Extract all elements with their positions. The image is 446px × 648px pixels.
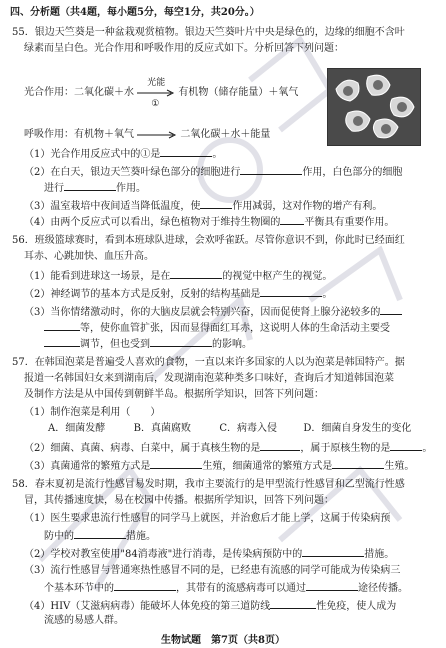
q55-sub-2 [24,164,446,179]
q58-s1b-text: 防中的 [44,531,74,542]
q56-sub-3-cont [44,320,446,335]
q58-s2b-text: 措施。 [364,549,395,560]
q55-s2c-text: 进行 [44,183,64,194]
q55-sub-1: （1）光合作用反应式中的①是 。 [24,146,446,161]
q56-intro-1: 56．班级篮球赛时，看到本班球队进球，会欢呼雀跃。尽管你意识不到，你此时已经面红 [12,235,405,246]
q55-sub-4 [24,214,446,229]
q57-s3c-text: 生殖。 [384,461,415,472]
answer-blank[interactable] [332,458,384,469]
answer-blank[interactable] [150,458,202,469]
answer-blank[interactable] [380,304,402,315]
q55-s2d-text: 作用。 [116,183,146,194]
q58-s3d-text: 途径传播。 [358,583,408,594]
q55-s1-text: （1）光合作用反应式中的①是 [24,149,161,160]
q58-s1c-text: 措施。 [126,531,156,542]
q56-sub-2 [24,286,446,301]
answer-blank[interactable] [306,580,358,591]
photosynthesis-eq-left: 光合作用：二氧化碳＋水 [24,87,134,98]
q58-sub-1: （1）医生要求患流行性感冒的同学马上就医，并治愈后才能上学，这属于传染病预 [24,513,391,524]
q56-s3d-text: 的影响。 [212,339,252,350]
q58-s3c-text: ，其带有的流感病毒可以通过 [176,583,306,594]
respiration-equation [24,128,446,141]
respiration-eq-right: 二氧化碳＋水＋能量 [180,129,271,140]
q56-s2b-text: 。 [322,289,333,300]
arrow-top-label: 光能 [147,77,166,88]
answer-blank[interactable] [150,336,212,347]
q55-intro-1: 55．银边天竺葵是一种盆栽观赏植物。银边天竺葵叶片中央是绿色的，边缘的细胞不含叶 [12,27,405,38]
q57-intro-2: 报道一名韩国妇女来到湖南后，发现湖南泡菜种类多口味好，查询后才知道韩国泡菜 [24,373,394,384]
respiration-arrow-icon [137,130,177,140]
answer-blank[interactable] [260,286,322,297]
q58-sub-3: （3）流行性感冒与普通寒热性感冒不同的是，已经患有流感的同学可能成为传染病三 [24,565,401,576]
q56-intro-2: 耳赤、心跳加快、血压升高。 [24,251,154,262]
q55-s3b-text: 作用减弱，这对作物的增产有利。 [232,201,383,212]
answer-blank[interactable] [44,320,80,331]
q58-s3b-text: 个基本环节中的 [44,583,114,594]
answer-blank[interactable] [74,528,126,539]
q56-sub-3 [24,304,446,319]
option-b[interactable]: B．真菌腐败 [133,423,191,434]
q57-s2a-text: （2）细菌、真菌、病毒、白菜中，属于真核生物的是 [24,443,261,454]
q57-sub-3 [24,458,446,473]
respiration-eq-left: 呼吸作用：有机物＋氧气 [24,129,134,140]
answer-blank[interactable] [200,198,232,209]
q56-s1a-text: （1）能看到进球这一场景，是在 [24,271,171,282]
q55-s4a-text: （4）由两个反应式可以看出，绿色植物对于维持生物圈的 [24,217,281,228]
q57-intro-3: 及制作方法是从中国传到朝鲜半岛。根据所学知识，回答下列问题： [24,389,324,400]
q58-s4a-text: （4）HIV（艾滋病病毒）能破坏人体免疫的第三道防线 [24,601,271,612]
q55-s2b-text: 作用，白色部分的细胞 [302,167,403,178]
q58-sub-1-cont [44,528,446,543]
answer-blank[interactable] [44,336,80,347]
answer-blank[interactable] [260,440,300,451]
q58-s2a-text: （2）学校对教室使用"84消毒液"进行消毒，是传染病预防中的 [24,549,303,560]
q57-sub-2: （2）细菌、真菌、病毒、白菜中，属于真核生物的是 ，属于原核生物的是 。 [24,440,446,455]
q57-s2b-text: ，属于原核生物的是 [300,443,391,454]
option-c[interactable]: C．病毒入侵 [219,423,277,434]
answer-blank[interactable] [390,440,422,451]
q57-options [48,422,446,435]
q55-s2a-text: （2）在白天，银边天竺葵叶绿色部分的细胞进行 [24,167,241,178]
q56-s2a-text: （2）神经调节的基本方式是反射，反射的结构基础是 [24,289,261,300]
q56-sub-1 [24,268,446,283]
q58-sub-4 [24,598,446,613]
answer-blank[interactable] [240,164,302,175]
answer-blank[interactable] [160,146,212,157]
q58-sub-3-cont [44,580,446,595]
answer-blank[interactable] [302,546,364,557]
arrow-bottom-label: ① [151,98,160,109]
q55-intro-2: 绿素而呈白色。光合作用和呼吸作用的反应式如下。分析回答下列问题： [24,43,344,54]
q56-sub-3-cont2 [44,336,446,351]
option-d[interactable]: D．细菌自身发生的变化 [303,423,412,434]
q55-sub-3 [24,198,446,213]
answer-blank[interactable] [170,268,222,279]
page-footer: 生物试题 第7页（共8页） [161,635,285,646]
q56-s3a-text: （3）当你情绪激动时，你的大脑皮层就会特别兴奋，因而促使肾上腺分泌较多的 [24,307,381,318]
q57-sub-1: （1）制作泡菜是利用（ ） [24,407,161,418]
q55-sub-2-cont [44,180,446,195]
q58-intro-1: 58．春末夏初是流行性感冒易发时期，我市主要流行的是甲型流行性感冒和乙型流行性感 [12,479,405,490]
option-a[interactable]: A．细菌发酵 [48,423,106,434]
photosynthesis-eq-right: 有机物（储存能量）＋氧气 [178,87,299,98]
answer-blank[interactable] [280,214,304,225]
answer-blank[interactable] [114,580,176,591]
q56-s3c-text: 调节，但也受到 [80,339,150,350]
q58-sub-2 [24,546,446,561]
answer-blank[interactable] [270,598,316,609]
answer-blank[interactable] [64,180,116,191]
q57-intro-1: 57．在韩国泡菜是普遍受人喜欢的食物，一直以来许多国家的人以为泡菜是韩国特产。据 [12,357,405,368]
q58-sub-4-cont: 流感的易感人群。 [44,615,124,626]
q57-s3a-text: （3）真菌通常的繁殖方式是 [24,461,151,472]
photosynthesis-arrow [137,77,175,109]
q56-s3b-text: 等，使你血管扩张，因而显得面红耳赤，这说明人体的生命活动主要受 [80,323,390,334]
q56-s1b-text: 的视觉中枢产生的视觉。 [222,271,333,282]
q58-s4b-text: 性免疫，使人成为 [316,601,397,612]
section-title: 四、分析题（共4题，每小题5分，每空1分，共20分。） [10,7,260,18]
q58-intro-2: 冒，其传播速度快，易在校园中传播。根据所学知识，回答下列问题： [24,495,334,506]
q55-s4b-text: 平衡具有重要作用。 [304,217,395,228]
q55-s3a-text: （3）温室栽培中夜间适当降低温度，使 [24,201,201,212]
q57-s3b-text: 生殖，细菌通常的繁殖方式是 [202,461,333,472]
